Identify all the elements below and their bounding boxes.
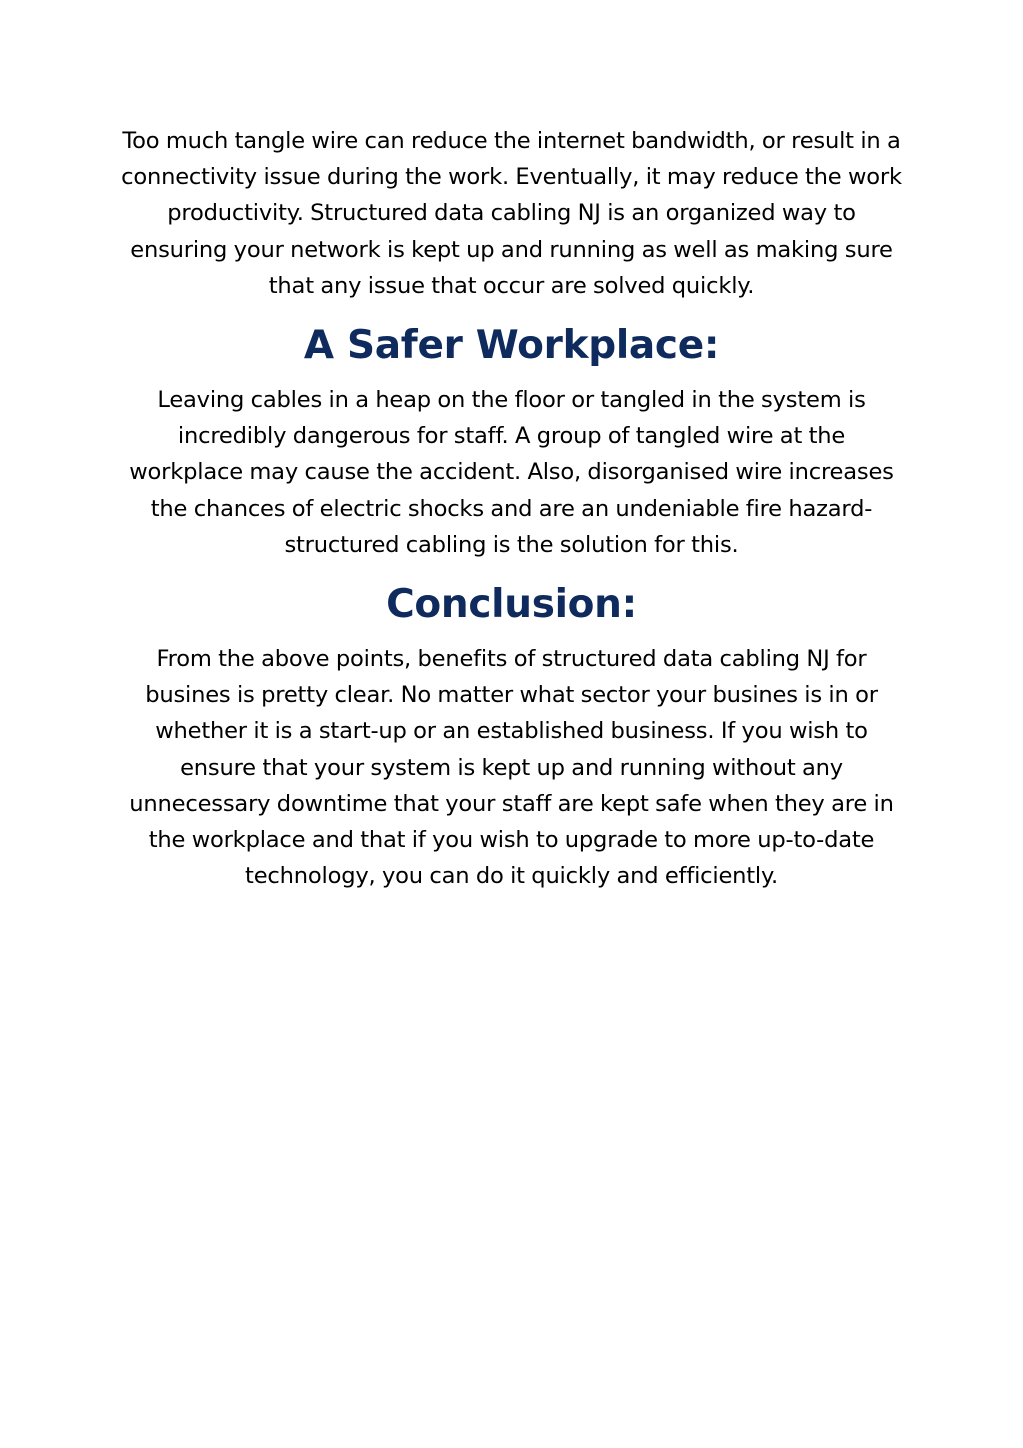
- conclusion-paragraph: From the above points, benefits of structured data cabling NJ for busines is pretty clear. No matter what sector your busines is in or whether it is a start-up or an established business. If you wish to ensure that your system is kept up and running without any unnecessary downtime that your staff are kept safe when they are in the workplace and that if you wish to upgrade to more up-to-date technology, you can do it quickly and efficiently.: [129, 646, 894, 890]
- safer-workplace-paragraph: Leaving cables in a heap on the floor or tangled in the system is incredibly dangerous for staff. A group of tangled wire at the workplace may cause the accident. Also, disorganised wire increases the chances of electric shocks and are an undeniable fire hazard- structured cabling is the solution for this.: [129, 387, 894, 558]
- intro-paragraph: Too much tangle wire can reduce the internet bandwidth, or result in a connectivity issue during the work. Eventually, it may reduce the work productivity. Structured data cabling NJ is an organized way to ensuring your network is kept up and running as well as making sure that any issue that occur are solved quickly.: [121, 128, 902, 299]
- conclusion-heading: Conclusion:: [386, 582, 637, 628]
- safer-workplace-heading: A Safer Workplace:: [303, 323, 720, 369]
- document-content: [120, 123, 903, 894]
